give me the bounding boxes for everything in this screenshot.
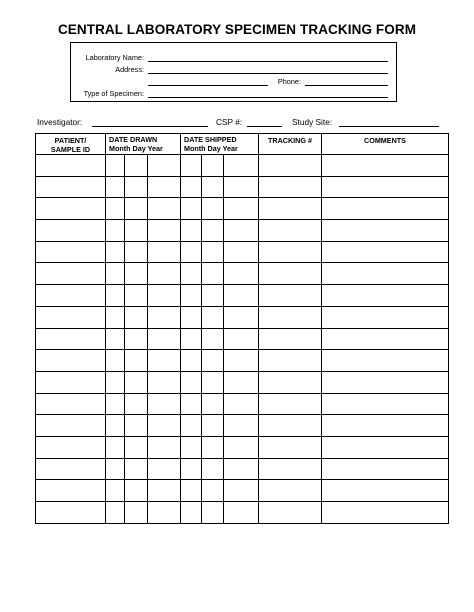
drawn-year-cell[interactable]: [148, 285, 181, 307]
drawn-day-cell[interactable]: [125, 285, 148, 307]
drawn-year-cell[interactable]: [148, 155, 181, 177]
shipped-day-cell[interactable]: [202, 371, 224, 393]
patient-sample-id-cell[interactable]: [36, 241, 106, 263]
shipped-year-cell[interactable]: [224, 220, 259, 242]
study-site-field[interactable]: [339, 126, 439, 127]
shipped-year-cell[interactable]: [224, 502, 259, 524]
drawn-day-cell[interactable]: [125, 350, 148, 372]
patient-sample-id-cell[interactable]: [36, 155, 106, 177]
table-row: [36, 371, 449, 393]
shipped-year-cell[interactable]: [224, 328, 259, 350]
drawn-day-cell[interactable]: [125, 220, 148, 242]
shipped-day-cell[interactable]: [202, 393, 224, 415]
drawn-day-cell[interactable]: [125, 241, 148, 263]
patient-sample-id-cell[interactable]: [36, 350, 106, 372]
shipped-year-cell[interactable]: [224, 263, 259, 285]
drawn-month-cell[interactable]: [106, 436, 125, 458]
comments-cell[interactable]: [322, 263, 449, 285]
table-row: [36, 393, 449, 415]
drawn-month-cell[interactable]: [106, 155, 125, 177]
drawn-day-cell[interactable]: [125, 198, 148, 220]
drawn-day-cell[interactable]: [125, 480, 148, 502]
comments-cell[interactable]: [322, 306, 449, 328]
laboratory-info-box: [70, 42, 397, 102]
patient-sample-id-cell[interactable]: [36, 306, 106, 328]
tracking-number-cell[interactable]: [259, 328, 322, 350]
csp-label: CSP #:: [216, 117, 243, 127]
address-field-line1[interactable]: [148, 73, 388, 74]
drawn-year-cell[interactable]: [148, 502, 181, 524]
tracking-number-cell[interactable]: [259, 306, 322, 328]
drawn-year-cell[interactable]: [148, 198, 181, 220]
shipped-month-cell[interactable]: [181, 436, 202, 458]
investigator-label: Investigator:: [37, 117, 83, 127]
tracking-number-cell[interactable]: [259, 241, 322, 263]
drawn-month-cell[interactable]: [106, 220, 125, 242]
table-row: [36, 155, 449, 177]
shipped-day-cell[interactable]: [202, 198, 224, 220]
drawn-day-cell[interactable]: [125, 306, 148, 328]
comments-cell[interactable]: [322, 415, 449, 437]
drawn-day-cell[interactable]: [125, 263, 148, 285]
drawn-month-cell[interactable]: [106, 371, 125, 393]
shipped-year-cell[interactable]: [224, 285, 259, 307]
tracking-number-cell[interactable]: [259, 220, 322, 242]
shipped-month-cell[interactable]: [181, 328, 202, 350]
drawn-month-cell[interactable]: [106, 502, 125, 524]
address-field-line2[interactable]: [148, 85, 268, 86]
csp-field[interactable]: [247, 126, 282, 127]
drawn-year-cell[interactable]: [148, 350, 181, 372]
comments-cell[interactable]: [322, 198, 449, 220]
shipped-day-cell[interactable]: [202, 436, 224, 458]
patient-sample-id-cell[interactable]: [36, 393, 106, 415]
comments-cell[interactable]: [322, 371, 449, 393]
drawn-month-cell[interactable]: [106, 241, 125, 263]
table-row: [36, 220, 449, 242]
tracking-number-cell[interactable]: [259, 263, 322, 285]
tracking-number-cell[interactable]: [259, 371, 322, 393]
drawn-day-cell[interactable]: [125, 436, 148, 458]
patient-sample-id-cell[interactable]: [36, 176, 106, 198]
shipped-year-cell[interactable]: [224, 371, 259, 393]
shipped-month-cell[interactable]: [181, 285, 202, 307]
shipped-year-cell[interactable]: [224, 241, 259, 263]
investigator-field[interactable]: [92, 126, 208, 127]
shipped-year-cell[interactable]: [224, 436, 259, 458]
comments-cell[interactable]: [322, 176, 449, 198]
table-row: [36, 502, 449, 524]
table-row: [36, 436, 449, 458]
shipped-year-cell[interactable]: [224, 350, 259, 372]
table-row: [36, 350, 449, 372]
comments-cell[interactable]: [322, 220, 449, 242]
comments-cell[interactable]: [322, 285, 449, 307]
drawn-year-cell[interactable]: [148, 480, 181, 502]
drawn-day-cell[interactable]: [125, 393, 148, 415]
drawn-day-cell[interactable]: [125, 415, 148, 437]
patient-sample-id-cell[interactable]: [36, 502, 106, 524]
shipped-month-cell[interactable]: [181, 241, 202, 263]
patient-sample-id-cell[interactable]: [36, 328, 106, 350]
phone-label: Phone:: [277, 77, 301, 86]
drawn-year-cell[interactable]: [148, 415, 181, 437]
laboratory-name-label: Laboratory Name:: [85, 53, 144, 62]
patient-sample-id-cell[interactable]: [36, 415, 106, 437]
shipped-day-cell[interactable]: [202, 480, 224, 502]
drawn-year-cell[interactable]: [148, 263, 181, 285]
comments-cell[interactable]: [322, 480, 449, 502]
shipped-day-cell[interactable]: [202, 176, 224, 198]
shipped-month-cell[interactable]: [181, 458, 202, 480]
drawn-month-cell[interactable]: [106, 285, 125, 307]
tracking-number-cell[interactable]: [259, 176, 322, 198]
shipped-day-cell[interactable]: [202, 285, 224, 307]
drawn-month-cell[interactable]: [106, 350, 125, 372]
tracking-number-cell[interactable]: [259, 285, 322, 307]
shipped-month-cell[interactable]: [181, 502, 202, 524]
drawn-month-cell[interactable]: [106, 393, 125, 415]
table-row: [36, 263, 449, 285]
laboratory-name-field[interactable]: [148, 61, 388, 62]
patient-sample-id-cell[interactable]: [36, 436, 106, 458]
table-row: [36, 176, 449, 198]
shipped-year-cell[interactable]: [224, 458, 259, 480]
comments-header: COMMENTS: [322, 134, 449, 155]
comments-cell[interactable]: [322, 350, 449, 372]
page-title: CENTRAL LABORATORY SPECIMEN TRACKING FORM: [57, 22, 417, 37]
tracking-number-cell[interactable]: [259, 155, 322, 177]
drawn-year-cell[interactable]: [148, 306, 181, 328]
drawn-year-cell[interactable]: [148, 220, 181, 242]
shipped-year-cell[interactable]: [224, 415, 259, 437]
shipped-year-cell[interactable]: [224, 480, 259, 502]
shipped-month-cell[interactable]: [181, 415, 202, 437]
patient-sample-id-cell[interactable]: [36, 371, 106, 393]
shipped-month-cell[interactable]: [181, 198, 202, 220]
drawn-year-cell[interactable]: [148, 241, 181, 263]
patient-sample-id-cell[interactable]: [36, 220, 106, 242]
shipped-year-cell[interactable]: [224, 306, 259, 328]
shipped-year-cell[interactable]: [224, 176, 259, 198]
shipped-day-cell[interactable]: [202, 306, 224, 328]
shipped-month-cell[interactable]: [181, 155, 202, 177]
drawn-month-cell[interactable]: [106, 480, 125, 502]
tracking-number-cell[interactable]: [259, 502, 322, 524]
table-row: [36, 458, 449, 480]
patient-sample-id-cell[interactable]: [36, 480, 106, 502]
comments-cell[interactable]: [322, 393, 449, 415]
table-row: [36, 241, 449, 263]
drawn-month-cell[interactable]: [106, 415, 125, 437]
tracking-number-header: TRACKING #: [259, 134, 322, 155]
phone-field[interactable]: [305, 85, 388, 86]
tracking-number-cell[interactable]: [259, 350, 322, 372]
shipped-month-cell[interactable]: [181, 176, 202, 198]
drawn-month-cell[interactable]: [106, 263, 125, 285]
drawn-year-cell[interactable]: [148, 371, 181, 393]
shipped-year-cell[interactable]: [224, 198, 259, 220]
drawn-day-cell[interactable]: [125, 371, 148, 393]
shipped-month-cell[interactable]: [181, 263, 202, 285]
patient-sample-id-cell[interactable]: [36, 263, 106, 285]
tracking-number-cell[interactable]: [259, 480, 322, 502]
drawn-month-cell[interactable]: [106, 198, 125, 220]
tracking-number-cell[interactable]: [259, 458, 322, 480]
specimen-tracking-table: [35, 133, 449, 524]
shipped-year-cell[interactable]: [224, 155, 259, 177]
shipped-year-cell[interactable]: [224, 393, 259, 415]
shipped-day-cell[interactable]: [202, 220, 224, 242]
comments-cell[interactable]: [322, 328, 449, 350]
tracking-number-cell[interactable]: [259, 393, 322, 415]
table-row: [36, 328, 449, 350]
comments-cell[interactable]: [322, 155, 449, 177]
date-shipped-header: DATE SHIPPED Month Day Year: [181, 134, 259, 155]
shipped-day-cell[interactable]: [202, 328, 224, 350]
patient-sample-id-cell[interactable]: [36, 198, 106, 220]
shipped-day-cell[interactable]: [202, 263, 224, 285]
shipped-day-cell[interactable]: [202, 241, 224, 263]
table-row: [36, 306, 449, 328]
drawn-year-cell[interactable]: [148, 393, 181, 415]
shipped-day-cell[interactable]: [202, 458, 224, 480]
date-shipped-subheader: Month Day Year: [184, 144, 238, 153]
type-of-specimen-field[interactable]: [148, 97, 388, 98]
shipped-day-cell[interactable]: [202, 350, 224, 372]
table-row: [36, 415, 449, 437]
drawn-year-cell[interactable]: [148, 328, 181, 350]
drawn-day-cell[interactable]: [125, 155, 148, 177]
shipped-month-cell[interactable]: [181, 480, 202, 502]
comments-cell[interactable]: [322, 502, 449, 524]
drawn-year-cell[interactable]: [148, 176, 181, 198]
shipped-month-cell[interactable]: [181, 306, 202, 328]
table-row: [36, 480, 449, 502]
drawn-day-cell[interactable]: [125, 502, 148, 524]
drawn-year-cell[interactable]: [148, 436, 181, 458]
patient-sample-id-cell[interactable]: [36, 285, 106, 307]
tracking-number-cell[interactable]: [259, 415, 322, 437]
shipped-day-cell[interactable]: [202, 502, 224, 524]
drawn-month-cell[interactable]: [106, 306, 125, 328]
date-drawn-header: DATE DRAWN Month Day Year: [106, 134, 181, 155]
study-info-row: [0, 117, 474, 129]
drawn-day-cell[interactable]: [125, 458, 148, 480]
drawn-month-cell[interactable]: [106, 176, 125, 198]
drawn-day-cell[interactable]: [125, 176, 148, 198]
patient-sample-id-header: PATIENT/ SAMPLE ID: [36, 134, 106, 155]
shipped-month-cell[interactable]: [181, 371, 202, 393]
tracking-number-cell[interactable]: [259, 198, 322, 220]
comments-cell[interactable]: [322, 241, 449, 263]
shipped-month-cell[interactable]: [181, 220, 202, 242]
shipped-month-cell[interactable]: [181, 393, 202, 415]
drawn-month-cell[interactable]: [106, 458, 125, 480]
address-label: Address:: [115, 65, 144, 74]
study-site-label: Study Site:: [292, 117, 333, 127]
shipped-day-cell[interactable]: [202, 415, 224, 437]
date-drawn-subheader: Month Day Year: [109, 144, 163, 153]
table-row: [36, 285, 449, 307]
shipped-day-cell[interactable]: [202, 155, 224, 177]
drawn-year-cell[interactable]: [148, 458, 181, 480]
tracking-number-cell[interactable]: [259, 436, 322, 458]
patient-sample-id-cell[interactable]: [36, 458, 106, 480]
comments-cell[interactable]: [322, 458, 449, 480]
table-row: [36, 198, 449, 220]
comments-cell[interactable]: [322, 436, 449, 458]
drawn-day-cell[interactable]: [125, 328, 148, 350]
drawn-month-cell[interactable]: [106, 328, 125, 350]
shipped-month-cell[interactable]: [181, 350, 202, 372]
type-of-specimen-label: Type of Specimen:: [83, 89, 144, 98]
